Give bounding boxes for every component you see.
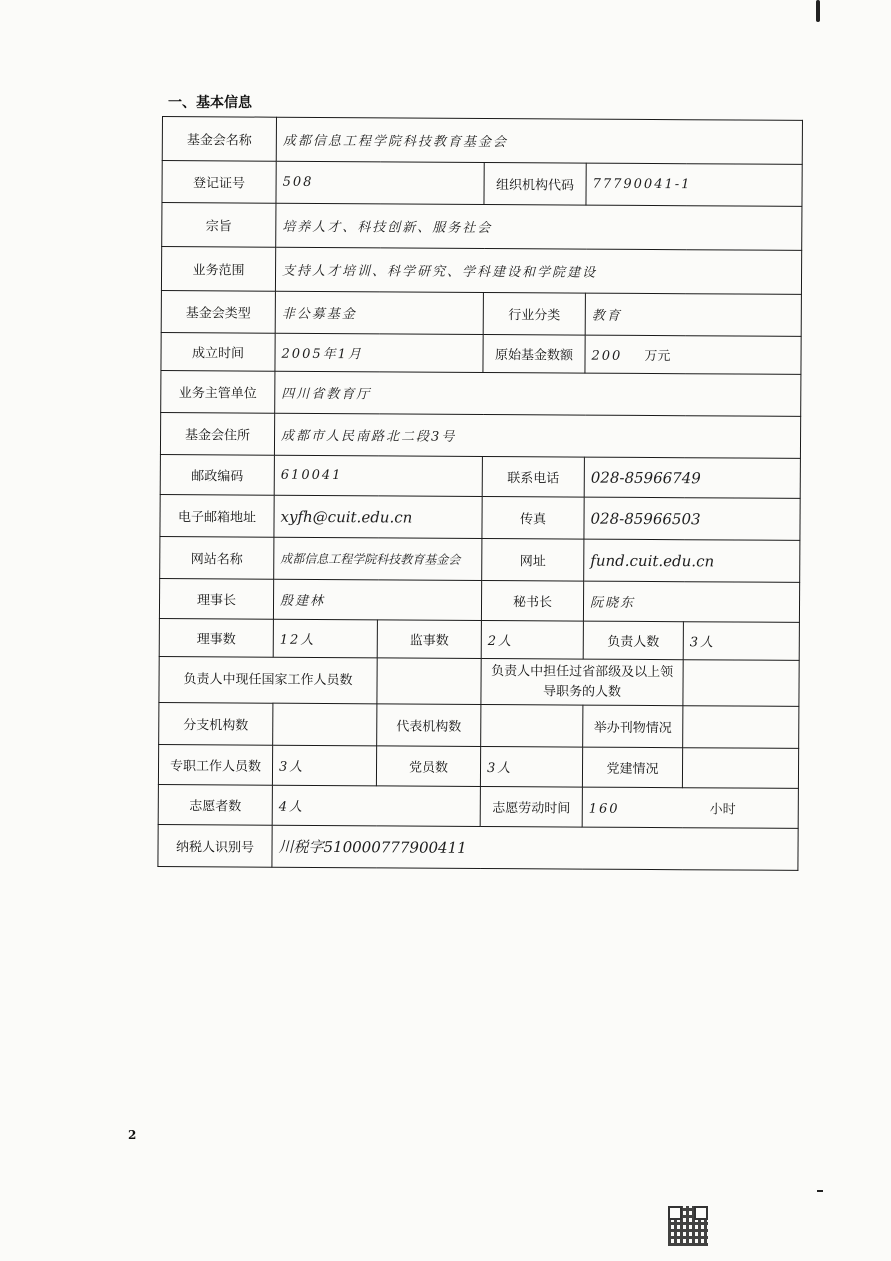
table-row (160, 454, 800, 498)
postcode-value: 610041 (274, 455, 482, 496)
rep-offices-value (481, 704, 583, 747)
field-label: 组织机构代码 (484, 162, 586, 205)
field-label: 专职工作人员数 (158, 744, 272, 785)
founded-date-value: 2005年1月 (275, 333, 483, 372)
foundation-name-value: 成都信息工程学院科技教育基金会 (276, 117, 802, 164)
field-label: 负责人数 (583, 621, 683, 660)
supervisors-count-value: 2人 (481, 620, 583, 659)
field-label: 网址 (482, 538, 584, 581)
field-label: 监事数 (377, 620, 481, 659)
field-label: 负责人中现任国家工作人员数 (159, 656, 377, 703)
field-label: 举办刊物情况 (583, 705, 683, 748)
table-row (159, 656, 799, 706)
fulltime-staff-value: 3人 (272, 745, 376, 786)
volunteer-hours-cell (582, 787, 798, 828)
industry-value: 教育 (585, 293, 801, 336)
page-number: 2 (128, 1128, 137, 1142)
field-label: 原始基金数额 (483, 334, 585, 373)
website-name-value: 成都信息工程学院科技教育基金会 (274, 537, 482, 580)
field-label: 代表机构数 (377, 704, 481, 747)
table-row (162, 203, 802, 251)
table-row (159, 702, 799, 748)
scan-edge-mark (817, 1190, 823, 1192)
party-members-value: 3人 (480, 746, 582, 787)
field-label: 行业分类 (483, 292, 585, 335)
publications-value (683, 706, 799, 749)
branches-value (273, 703, 377, 746)
table-row (158, 824, 798, 870)
address-value: 成都市人民南路北二段3号 (274, 413, 800, 458)
volunteer-hours-value: 160 (588, 801, 620, 817)
table-row (158, 744, 798, 788)
table-row (158, 784, 798, 828)
section-title: 一、基本信息 (168, 95, 252, 111)
field-label: 宗旨 (162, 203, 276, 248)
unit-label: 小时 (709, 802, 736, 818)
field-label: 志愿者数 (158, 784, 272, 825)
qr-code-icon (668, 1206, 708, 1246)
field-label: 纳税人识别号 (158, 824, 272, 867)
table-row (161, 332, 801, 374)
field-label: 网站名称 (160, 536, 274, 579)
phone-value: 028-85966749 (584, 457, 800, 498)
taxpayer-id-value: 川税字510000777900411 (272, 825, 798, 870)
volunteers-value: 4人 (272, 785, 480, 826)
registration-number-value: 508 (276, 161, 484, 204)
table-row (162, 117, 802, 165)
chairman-value: 殷建林 (273, 579, 481, 620)
purpose-value: 培养人才、科技创新、服务社会 (276, 203, 802, 250)
table-row (160, 412, 800, 458)
former-officials-value (683, 660, 799, 707)
secretary-general-value: 阮晓东 (583, 581, 799, 622)
gov-staff-value (377, 658, 481, 705)
authority-value: 四川省教育厅 (275, 371, 801, 416)
original-fund-cell (585, 335, 801, 374)
org-code-value: 77790041-1 (586, 163, 802, 206)
field-label: 联系电话 (482, 456, 584, 497)
table-row (161, 247, 801, 295)
field-label: 负责人中担任过省部级及以上领导职务的人数 (481, 658, 683, 705)
website-url-value: fund.cuit.edu.cn (584, 539, 800, 582)
email-value: xyfh@cuit.edu.cn (274, 495, 482, 538)
field-label: 党建情况 (582, 747, 682, 788)
leaders-count-value: 3人 (683, 622, 799, 661)
field-label: 登记证号 (162, 161, 276, 204)
table-row (161, 290, 801, 336)
fax-value: 028-85966503 (584, 497, 800, 540)
scan-edge-mark (816, 0, 820, 22)
original-fund-value: 200 (591, 348, 623, 364)
field-label: 分支机构数 (159, 702, 273, 745)
field-label: 志愿劳动时间 (480, 786, 582, 827)
directors-count-value: 12人 (273, 619, 377, 658)
field-label: 理事长 (159, 578, 273, 619)
party-building-value (682, 748, 798, 789)
unit-label: 万元 (644, 348, 671, 365)
business-scope-value: 支持人才培训、科学研究、学科建设和学院建设 (275, 247, 801, 294)
field-label: 邮政编码 (160, 454, 274, 495)
table-row (159, 578, 799, 622)
table-row (162, 161, 802, 207)
field-label: 基金会住所 (160, 412, 274, 455)
field-label: 传真 (482, 496, 584, 539)
field-label: 业务主管单位 (161, 370, 275, 413)
field-label: 成立时间 (161, 332, 275, 371)
table-row (160, 494, 800, 540)
field-label: 党员数 (376, 746, 480, 787)
table-row (159, 618, 799, 660)
table-row (160, 536, 800, 582)
field-label: 理事数 (159, 618, 273, 657)
basic-info-table (157, 116, 803, 871)
field-label: 业务范围 (161, 247, 275, 292)
field-label: 基金会名称 (162, 117, 276, 162)
field-label: 电子邮箱地址 (160, 494, 274, 537)
foundation-type-value: 非公募基金 (275, 291, 483, 334)
table-row (161, 370, 801, 416)
field-label: 基金会类型 (161, 290, 275, 333)
field-label: 秘书长 (481, 580, 583, 621)
